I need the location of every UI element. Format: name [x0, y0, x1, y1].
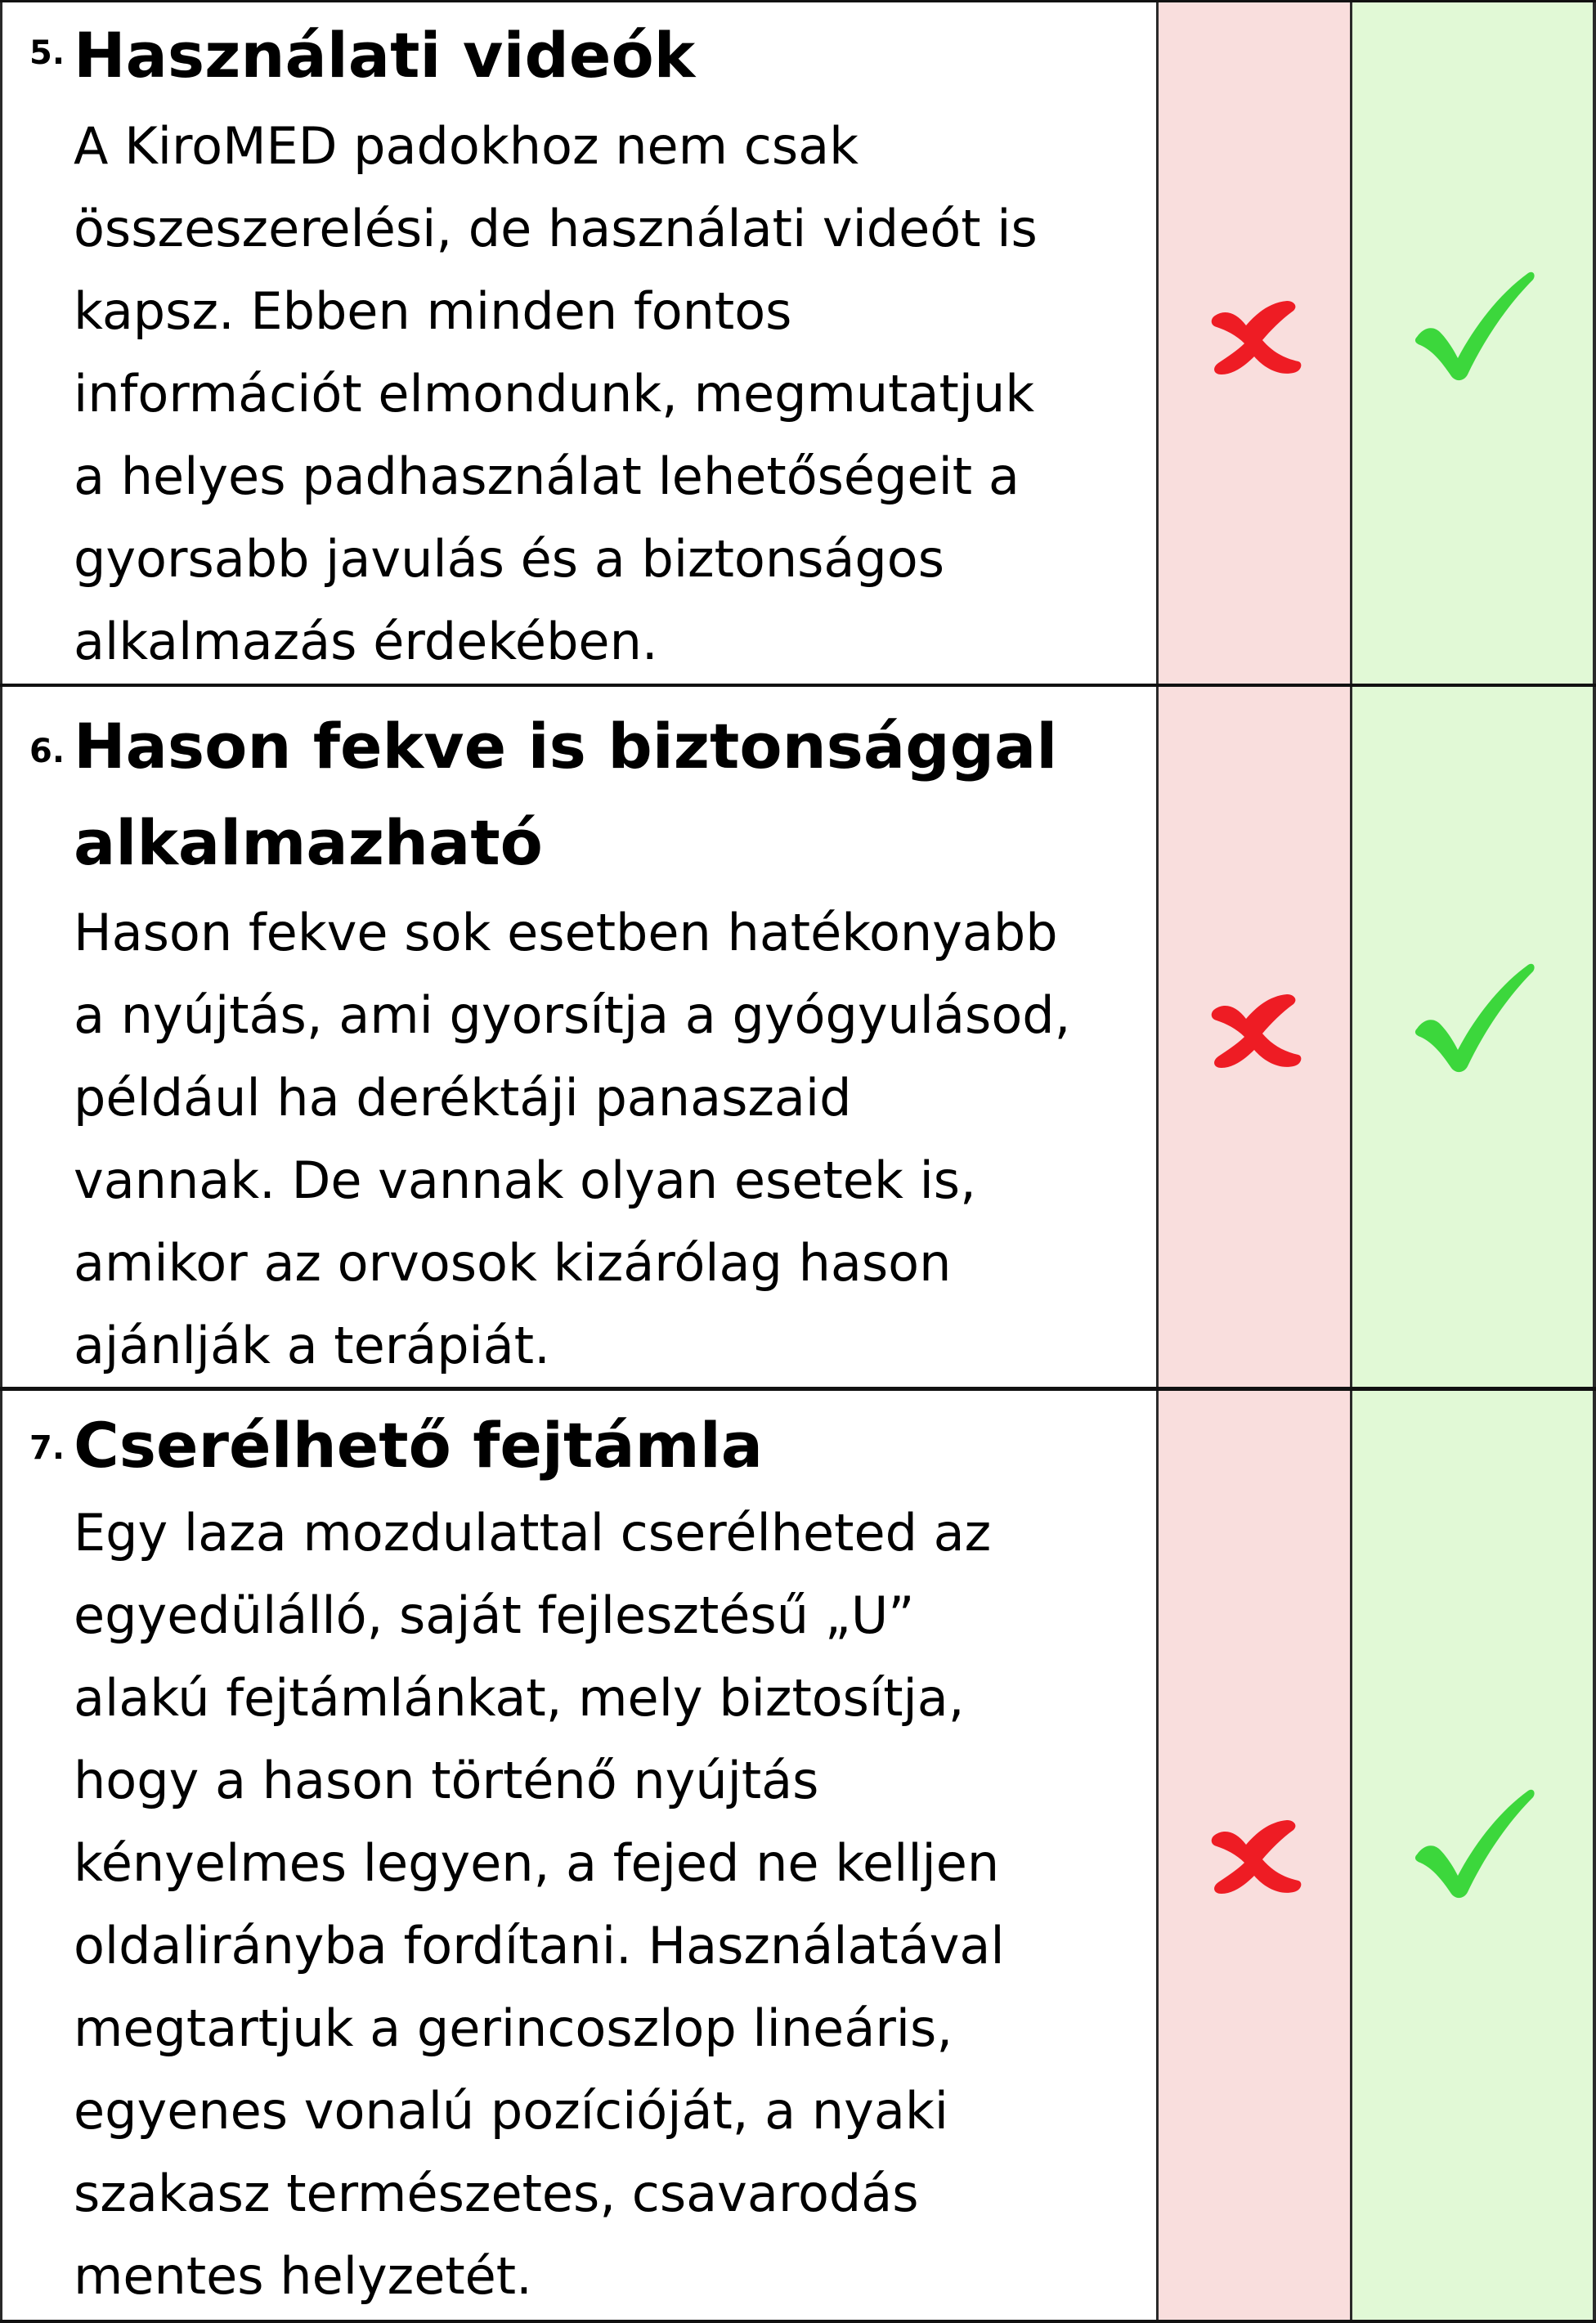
table-row	[0, 1388, 1596, 2323]
row-number: 5.	[29, 34, 65, 72]
row-number: 6.	[29, 733, 65, 770]
feature-title	[74, 15, 695, 96]
row-number: 7.	[29, 1429, 65, 1467]
feature-title-line: Cserélhető fejtámla	[74, 1409, 764, 1482]
competitor-cell	[1158, 0, 1352, 685]
table-border	[0, 0, 1596, 2]
description-line: gyorsabb javulás és a biztonságos	[74, 529, 945, 589]
description-line: vannak. De vannak olyan esetek is,	[74, 1150, 976, 1210]
row-divider	[0, 684, 1596, 687]
check-icon	[1414, 962, 1536, 1076]
description-line: ajánlják a terápiát.	[74, 1316, 550, 1375]
description-line: alkalmazás érdekében.	[74, 612, 658, 671]
description-line: kapsz. Ebben minden fontos	[74, 281, 792, 341]
feature-cell	[0, 685, 1158, 1388]
description-line: egyedülálló, saját fejlesztésű „U”	[74, 1585, 915, 1645]
column-divider	[1350, 0, 1352, 2323]
description-line: információt elmondunk, megmutatjuk	[74, 364, 1035, 424]
feature-title-line: Hason fekve is biztonsággal	[74, 710, 1058, 783]
check-icon	[1414, 270, 1536, 384]
description-line: összeszerelési, de használati videót is	[74, 199, 1038, 258]
description-line: hogy a hason történő nyújtás	[74, 1751, 819, 1810]
description-line: Hason fekve sok esetben hatékonyabb	[74, 903, 1058, 962]
kiromed-cell	[1352, 685, 1596, 1388]
description-line: kényelmes legyen, a fejed ne kelljen	[74, 1833, 1000, 1893]
table-border	[0, 0, 2, 2323]
table-row	[0, 685, 1596, 1388]
cross-icon	[1208, 298, 1305, 378]
competitor-cell	[1158, 1388, 1352, 2323]
kiromed-cell	[1352, 1388, 1596, 2323]
description-line: amikor az orvosok kizárólag hason	[74, 1233, 952, 1293]
description-line: Egy laza mozdulattal cserélheted az	[74, 1503, 992, 1563]
table-border	[0, 2320, 1596, 2323]
description-line: például ha deréktáji panaszaid	[74, 1068, 852, 1128]
cross-icon	[1208, 1817, 1305, 1897]
feature-description	[74, 1491, 1161, 2317]
feature-cell	[0, 0, 1158, 685]
feature-cell	[0, 1388, 1158, 2323]
feature-title-line: Használati videók	[74, 19, 696, 92]
description-line: oldalirányba fordítani. Használatával	[74, 1916, 1005, 1975]
description-line: a nyújtás, ami gyorsítja a gyógyulásod,	[74, 985, 1071, 1045]
description-line: megtartjuk a gerincoszlop lineáris,	[74, 1998, 953, 2058]
row-divider	[0, 1387, 1596, 1391]
table-border	[1593, 0, 1596, 2323]
feature-title-line: alkalmazható	[74, 806, 543, 879]
feature-description	[74, 891, 1161, 1387]
description-line: A KiroMED padokhoz nem csak	[74, 116, 859, 176]
description-line: szakasz természetes, csavarodás	[74, 2164, 919, 2223]
competitor-cell	[1158, 685, 1352, 1388]
feature-description	[74, 105, 1161, 683]
table-row	[0, 0, 1596, 685]
description-line: alakú fejtámlánkat, mely biztosítja,	[74, 1668, 965, 1728]
check-icon	[1414, 1787, 1536, 1902]
description-line: mentes helyzetét.	[74, 2246, 532, 2306]
feature-title	[74, 1405, 763, 1487]
cross-icon	[1208, 991, 1305, 1071]
description-line: egyenes vonalú pozícióját, a nyaki	[74, 2081, 948, 2141]
column-divider	[1156, 0, 1159, 2323]
feature-title	[74, 698, 1057, 891]
kiromed-cell	[1352, 0, 1596, 685]
description-line: a helyes padhasználat lehetőségeit a	[74, 446, 1020, 506]
